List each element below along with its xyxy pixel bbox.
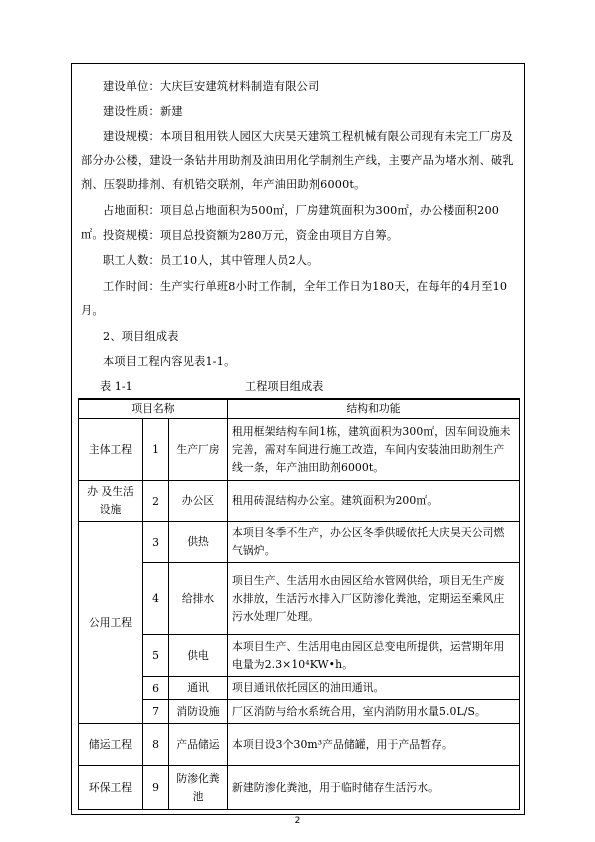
row-item: 生产厂房 <box>169 419 228 481</box>
table-header-row <box>79 399 520 419</box>
row-number: 4 <box>143 563 169 635</box>
category-utility: 公用工程 <box>79 522 143 724</box>
row-number: 1 <box>143 419 169 481</box>
row-item: 给排水 <box>169 563 228 635</box>
row-description: 新建防渗化粪池，用于临时储存生活污水。 <box>228 766 520 810</box>
row-description: 本项目生产、生活用电由园区总变电所提供，运营期年用电量为2.3×10⁴KW•h。 <box>228 635 520 677</box>
row-description: 本项目冬季不生产，办公区冬季供暖依托大庆昊天公司燃气锅炉。 <box>228 522 520 563</box>
row-item: 产品储运 <box>169 724 228 766</box>
worktime-paragraph: 工作时间：生产实行单班8小时工作制，全年工作日为180天，在每年的4月至10月。 <box>81 280 508 317</box>
area-line: 占地面积：项目总占地面积为500㎡，厂房建筑面积为300㎡，办公楼面积200㎡。 <box>81 204 500 241</box>
row-item: 防渗化粪池 <box>169 766 228 810</box>
row-item: 供热 <box>169 522 228 563</box>
invest-line: 投资规模：项目总投资额为280万元，资金由项目方自筹。 <box>103 229 399 242</box>
table-title: 工程项目组成表 <box>245 380 324 393</box>
row-description: 项目生产、生活用水由园区给水管网供给，项目无生产废水排放，生活污水排入厂区防渗化粪池，定期运至乘风庄污水处理厂处理。 <box>228 563 520 635</box>
row-number: 8 <box>143 724 169 766</box>
row-description: 租用框架结构车间1栋，建筑面积为300㎡，因车间设施未完善，需对车间进行施工改造，车间内安装油田助剂生产线一条，年产油田助剂6000t。 <box>228 419 520 481</box>
table-row <box>79 563 520 635</box>
row-item: 供电 <box>169 635 228 677</box>
category-office: 办 及生活设施 <box>79 481 143 522</box>
row-number: 9 <box>143 766 169 810</box>
table-caption <box>81 378 517 394</box>
table-row <box>79 700 520 724</box>
category-env: 环保工程 <box>79 766 143 810</box>
row-description: 本项目设3个30m³产品储罐，用于产品暂存。 <box>228 724 520 766</box>
row-description: 厂区消防与给水系统合用，室内消防用水量5.0L/S。 <box>228 700 520 724</box>
category-main: 主体工程 <box>79 419 143 481</box>
category-storage: 储运工程 <box>79 724 143 766</box>
row-number: 5 <box>143 635 169 677</box>
project-composition-table <box>78 398 520 810</box>
row-item: 通讯 <box>169 677 228 700</box>
table-row <box>79 724 520 766</box>
section-heading: 2、项目组成表 <box>103 330 179 343</box>
page-number: 2 <box>294 816 301 826</box>
row-number: 7 <box>143 700 169 724</box>
table-number: 表 1-1 <box>100 380 133 393</box>
row-description: 租用砖混结构办公室。建筑面积为200㎡。 <box>228 481 520 522</box>
row-item: 办公区 <box>169 481 228 522</box>
section-intro: 本项目工程内容见表1-1。 <box>103 355 236 368</box>
row-number: 6 <box>143 677 169 700</box>
nature-line: 建设性质：新建 <box>103 105 183 118</box>
header-project-name: 项目名称 <box>79 399 228 419</box>
table-row <box>79 419 520 481</box>
row-item: 消防设施 <box>169 700 228 724</box>
table-row <box>79 522 520 563</box>
unit-line: 建设单位：大庆巨安建筑材料制造有限公司 <box>103 80 320 93</box>
row-description: 项目通讯依托园区的油田通讯。 <box>228 677 520 700</box>
row-number: 2 <box>143 481 169 522</box>
header-structure-function: 结构和功能 <box>228 399 520 419</box>
table-row <box>79 766 520 810</box>
staff-line: 职工人数：员工10人，其中管理人员2人。 <box>103 254 319 267</box>
scale-paragraph: 建设规模：本项目租用铁人园区大庆昊天建筑工程机械有限公司现有未完工厂房及部分办公楼，建设一条钻井用助剂及油田用化学制剂生产线，主要产品为堵水剂、破乳剂、压裂助排剂、有机锆交联剂，年产油田助剂6000t。 <box>81 130 514 191</box>
table-row <box>79 635 520 677</box>
table-row <box>79 677 520 700</box>
table-row <box>79 481 520 522</box>
row-number: 3 <box>143 522 169 563</box>
